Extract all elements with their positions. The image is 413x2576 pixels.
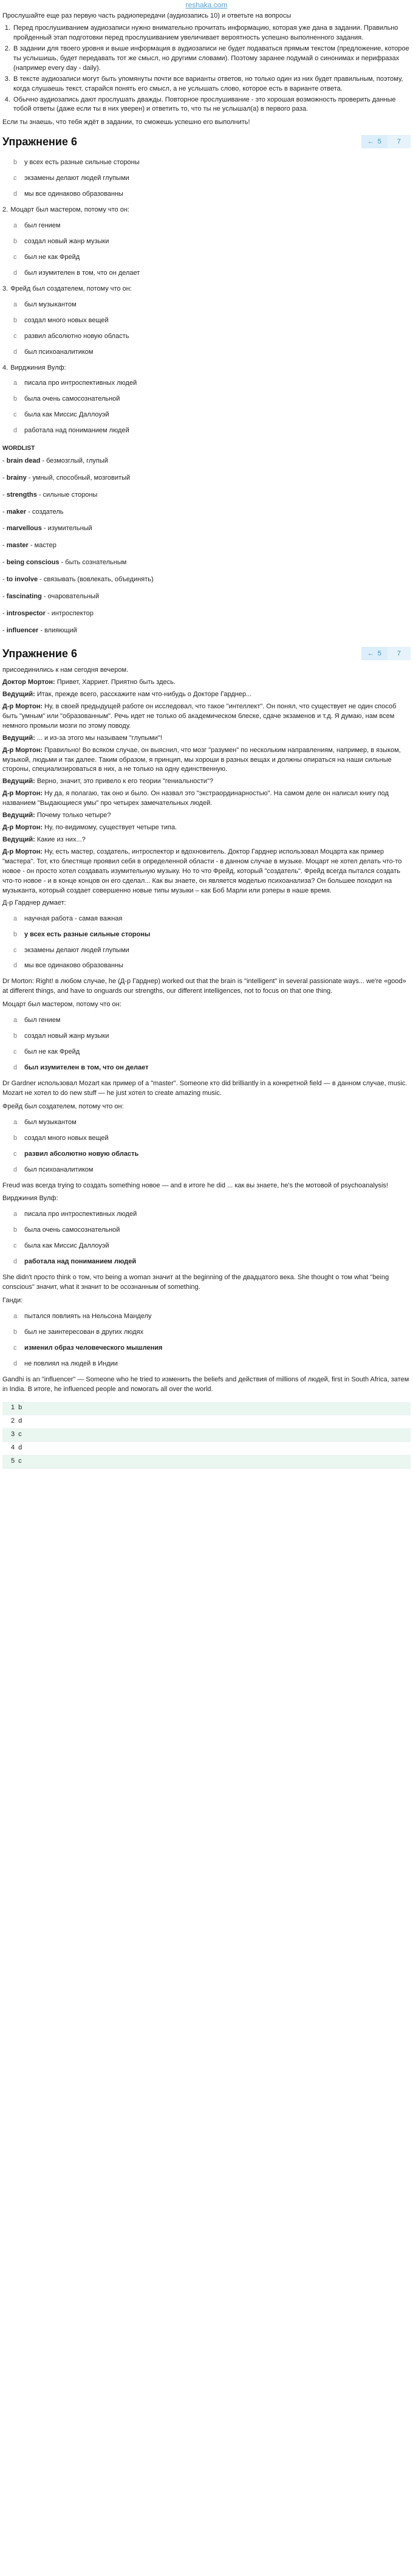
answer-option <box>13 1241 411 1251</box>
option-text: был музыкантом <box>24 300 77 308</box>
answer-option <box>13 1359 411 1369</box>
option-letter: d <box>13 190 18 198</box>
option-text: развил абсолютно новую область <box>24 1150 139 1158</box>
dialog-text: Почему только четыре? <box>35 812 111 820</box>
answer-option <box>13 410 411 420</box>
option-letter: a <box>13 1118 18 1126</box>
answer-option <box>13 426 411 436</box>
option-text: создал много новых вещей <box>24 1134 109 1142</box>
option-letter: d <box>13 962 18 970</box>
prev-exercise-label-2: 5 <box>377 650 381 657</box>
wordlist-item: - introspector - интроспектор <box>2 610 94 618</box>
answer-letter: c <box>18 1457 22 1465</box>
answer-letter: b <box>18 1404 22 1412</box>
option-text: была как Миссис Даллоуэй <box>24 411 109 419</box>
encourage-text: Если ты знаешь, что тебя ждёт в задании, то сможешь успешно его выполнить! <box>2 119 250 126</box>
wordlist-definition: - связывать (вовлекать, объединять) <box>38 576 154 584</box>
option-letter: b <box>13 238 18 245</box>
option-letter: b <box>13 1032 18 1040</box>
wordlist-definition: - очаровательный <box>41 593 100 601</box>
option-letter: c <box>13 253 17 261</box>
answer-option <box>13 300 411 310</box>
option-text: не повлиял на людей в Индии <box>24 1359 118 1367</box>
answer-number: 1 <box>11 1404 15 1412</box>
wordlist-definition: - безмозглый, глупый <box>40 457 108 464</box>
answer-option <box>13 1344 411 1353</box>
option-letter: a <box>13 300 18 308</box>
option-text: развил абсолютно новую область <box>24 332 129 340</box>
option-text: создал много новых вещей <box>24 316 109 324</box>
answer-option <box>13 914 411 924</box>
question-label: Фрейд был создателем, потому что он: <box>10 285 132 292</box>
option-letter: d <box>13 1258 18 1266</box>
answer-option <box>13 395 411 404</box>
dialog-line <box>2 678 411 688</box>
answer-option <box>13 1312 411 1322</box>
answer-option <box>13 316 411 326</box>
answer-option <box>13 1048 411 1057</box>
answer-option <box>13 1118 411 1128</box>
wordlist-title: WORDLIST <box>2 445 35 452</box>
answer-option <box>13 269 411 278</box>
wordlist-definition: - влияющий <box>38 627 77 635</box>
option-letter: a <box>13 1017 18 1024</box>
option-text: изменил образ человеческого мышления <box>24 1344 163 1352</box>
option-letter: b <box>13 159 18 167</box>
option-text: писала про интроспективных людей <box>24 1210 137 1218</box>
option-text: экзамены делают людей глупыми <box>24 946 129 954</box>
dialog-line <box>2 848 411 896</box>
option-letter: c <box>13 332 17 340</box>
wordlist-item: - marvellous - изумительный <box>2 525 92 533</box>
prev-exercise-label: 5 <box>377 138 381 146</box>
wordlist-term: maker <box>6 508 27 516</box>
dialog-text: Какие из них...? <box>35 836 86 844</box>
option-letter: b <box>13 1226 18 1234</box>
option-letter: c <box>13 411 17 419</box>
task-item: 3. В тексте аудиозаписи могут быть упомянуты почти все варианты ответов, но только один из них будет правильным, поэтому, когда слушаешь текст, старайся понять его смысл, а не услышать слово, которое есть в варианте ответа. <box>12 75 411 94</box>
dialog-line <box>2 777 411 787</box>
question-text <box>2 285 411 294</box>
wordlist-item: - maker - создатель <box>2 508 64 516</box>
question-block-1 <box>2 158 411 436</box>
answer-key-row <box>2 1429 411 1442</box>
dialog-line <box>2 835 411 845</box>
question-text <box>2 364 411 373</box>
exercise-nav-2 <box>361 647 411 660</box>
option-text: была как Миссис Даллоуэй <box>24 1242 109 1250</box>
answer-option <box>13 930 411 940</box>
wordlist-definition: - изумительный <box>41 525 92 533</box>
wordlist-term: to involve <box>6 576 38 584</box>
wordlist-term: fascinating <box>6 593 42 601</box>
option-text: работала над пониманием людей <box>24 427 129 435</box>
wordlist-definition: - интроспектор <box>45 610 94 618</box>
exercise-nav <box>361 135 411 148</box>
answer-option <box>13 1257 411 1267</box>
option-letter: a <box>13 1210 18 1218</box>
woolf-english-text: She didn't просто think о том, что being a woman значит at the beginning of the двадцатого века. She thought о том what "being conscious" значит, what it значит to be осознанным of something. <box>2 1274 389 1291</box>
dialog-text: Верно, значит, это привело к его теории "гениальности"? <box>35 778 214 786</box>
dialog-speaker: Д-р Мортон: <box>2 848 43 855</box>
dialog-speaker: Доктор Мортон: <box>2 678 55 686</box>
dialog-text: ... и из-за этого мы называем "глупыми"! <box>35 734 162 742</box>
site-link[interactable]: reshaka.com <box>185 1 228 9</box>
option-letter: d <box>13 1165 18 1173</box>
option-text: пытался повлиять на Нельсона Манделу <box>24 1312 152 1320</box>
answer-option <box>13 1016 411 1026</box>
answer-option <box>13 1165 411 1175</box>
answer-key-row <box>2 1442 411 1455</box>
answer-option <box>13 332 411 342</box>
answer-option <box>13 253 411 263</box>
option-letter: c <box>13 1242 17 1250</box>
dialog-line <box>2 690 411 700</box>
answer-key-row <box>2 1455 411 1469</box>
next-exercise-label: 7 <box>397 138 401 146</box>
question-block-5 <box>2 1210 411 1267</box>
wordlist-term: master <box>6 542 29 550</box>
dialog-text: Итак, прежде всего, расскажите нам что-нибудь о Докторе Гарднер... <box>35 690 252 698</box>
wordlist-term: introspector <box>6 610 46 618</box>
dialog-text: Правильно! Во всяком случае, он выяснил, что мозг "разумен" по нескольким направлениям, например, в языком, музыкой, людьми и так далее. Таким образом, я принцип, мы хороши в разных вещах и должны опираться на наши сильные стороны, специализироваться в них, а не только на одну единственную. <box>2 746 401 773</box>
option-text: создал новый жанр музыки <box>24 238 109 245</box>
dialog-text: Ну, есть мастер, создатель, интроспектор и вдохновитель. Доктор Гарднер использовал Моцарта как пример "мастера". Тот, кто блестяще проявил себя в определенной области - в данном случае в музыке. Моцарт не хотел делать что-то новое - он просто хотел создавать изумительную музыку. Но то что Фрейд, который "создатель". Фрейд всегда пытался создать что-то новое - и в конце концов он его сделал... Как вы знаете, он является моделью психоанализа? Он большее походил на музыканта, который создает совершенно новые типы музыки – как Боб Марли или рэперы в наше время. <box>2 848 402 894</box>
question-block-6 <box>2 1312 411 1369</box>
dialog-line <box>2 823 411 833</box>
dialog-line <box>2 746 411 775</box>
arrow-left-icon: ← <box>367 650 374 657</box>
option-letter: a <box>13 222 18 230</box>
option-text: работала над пониманием людей <box>24 1258 137 1266</box>
dialog-speaker: Д-р Мортон: <box>2 746 43 754</box>
wordlist <box>2 457 411 636</box>
option-letter: d <box>13 1064 18 1071</box>
question-label: Моцарт был мастером, потому что он: <box>10 206 129 214</box>
next-exercise-button-2[interactable] <box>387 647 411 660</box>
intro-text: Прослушайте еще раз первую часть радиопередачи (аудиозапись 10) и ответьте на вопросы <box>2 12 292 19</box>
option-text: мы все одинаково образованны <box>24 962 123 970</box>
dialog-line <box>2 734 411 744</box>
answer-number: 2 <box>11 1417 15 1425</box>
dialog-line <box>2 789 411 809</box>
option-text: был не заинтересован в других людях <box>24 1328 144 1336</box>
gardner-english-text: Dr Gardner использовал Mozart как пример of a "master". Someone кто did brilliantly in a конкретной field — в данном случае, music. Mozart не хотел to do new stuff — he just хотел to create amazing music. <box>2 1079 408 1097</box>
option-text: научная работа - самая важная <box>24 914 123 922</box>
answer-number: 5 <box>11 1457 15 1465</box>
dialog-line <box>2 811 411 821</box>
question-number: 2. <box>2 206 9 214</box>
answer-option <box>13 1032 411 1041</box>
option-text: был музыкантом <box>24 1118 77 1126</box>
answer-option <box>13 379 411 388</box>
wordlist-term: influencer <box>6 627 39 635</box>
wordlist-term: strengths <box>6 491 37 499</box>
dialog-text: Привет, Харриет. Приятно быть здесь. <box>55 678 176 686</box>
option-text: у всех есть разные сильные стороны <box>24 930 151 938</box>
next-exercise-button[interactable] <box>387 135 411 148</box>
wordlist-definition: - мастер <box>28 542 56 550</box>
option-letter: a <box>13 914 18 922</box>
wordlist-definition: - умный, способный, мозговитый <box>26 474 131 482</box>
option-letter: b <box>13 316 18 324</box>
option-text: писала про интроспективных людей <box>24 379 137 387</box>
dialog-speaker: Ведущий: <box>2 690 35 698</box>
wordlist-item: - to involve - связывать (вовлекать, объединять) <box>2 576 154 584</box>
option-text: мы все одинаково образованны <box>24 190 123 198</box>
exercise-title: Упражнение 6 <box>2 136 77 148</box>
arrow-left-icon: ← <box>367 138 374 146</box>
option-text: был изумителен в том, что он делает <box>24 269 140 277</box>
question-block-4 <box>2 1118 411 1175</box>
prev-exercise-button[interactable] <box>361 135 387 148</box>
dialog-text: Д-р Гарднер думает: <box>2 899 66 906</box>
dialog-speaker: Д-р Мортон: <box>2 702 43 710</box>
wordlist-definition: - сильные стороны <box>36 491 98 499</box>
prev-exercise-button-2[interactable] <box>361 647 387 660</box>
wordlist-term: marvellous <box>6 525 42 533</box>
option-letter: c <box>13 1344 17 1352</box>
option-text: экзамены делают людей глупыми <box>24 174 129 182</box>
wordlist-item: - influencer - влияющий <box>2 627 77 635</box>
wordlist-item: - brain dead - безмозглый, глупый <box>2 457 108 464</box>
answer-letter: d <box>18 1417 22 1425</box>
option-text: был гением <box>24 1017 61 1024</box>
wordlist-item: - brainy - умный, способный, мозговитый <box>2 474 131 482</box>
answer-option <box>13 1134 411 1144</box>
option-text: у всех есть разные сильные стороны <box>24 159 140 167</box>
answer-key-row <box>2 1415 411 1429</box>
question-label: Вирджиния Вулф: <box>10 364 66 371</box>
option-text: был изумителен в том, что он делает <box>24 1064 149 1071</box>
task-list <box>12 24 411 114</box>
question-number: 3. <box>2 285 9 292</box>
task-item: 4. Обычно аудиозапись дают прослушать дважды. Повторное прослушивание - это хорошая возможность проверить данные тобой ответы (даже если ты в них уверен) и ответить то, что ты не услышал(а) в первого раза. <box>12 95 411 115</box>
answer-option <box>13 221 411 231</box>
option-letter: b <box>13 1134 18 1142</box>
transcript <box>2 666 411 908</box>
question-5: Ганди: <box>2 1297 23 1304</box>
option-letter: a <box>13 1312 18 1320</box>
morton-english-text: Dr Morton: Right! в любом случае, he (Д-р Гарднер) worked out that the brain is "intelligent" in several passionate ways... we're «good» at different things, and have to onguards our strengths, our different intelligences, not to focus on that one thing. <box>2 978 406 995</box>
question-3-repeat: Фрейд был создателем, потому что он: <box>2 1102 124 1110</box>
dialog-speaker: Ведущий: <box>2 836 35 844</box>
option-letter: c <box>13 1048 17 1056</box>
dialog-line <box>2 702 411 731</box>
wordlist-item: - master - мастер <box>2 542 56 550</box>
answer-option <box>13 348 411 357</box>
option-text: был психоаналитиком <box>24 348 94 356</box>
option-text: был не как Фрейд <box>24 1048 80 1056</box>
question-block-2 <box>2 914 411 972</box>
option-letter: a <box>13 379 18 387</box>
freud-english-text: Freud was всегда trying to создать something новое — and в итоге he did ... как вы знаете, he's the мотовой of psychoanalysis! <box>2 1181 388 1189</box>
option-text: был психоаналитиком <box>24 1165 94 1173</box>
task-item: 2. В задании для твоего уровня и выше информация в аудиозаписи не будет подаваться прямым текстом (предложение, которое ты услышишь, будет передавать тот же смысл, но другими словами). Поэтому заранее подумай о синонимах и перифразах (например every day - daily). <box>12 44 411 74</box>
option-letter: c <box>13 946 17 954</box>
answer-option <box>13 1328 411 1338</box>
dialog-speaker: Д-р Мортон: <box>2 790 43 798</box>
answer-option <box>13 237 411 247</box>
answer-key <box>2 1402 411 1469</box>
option-text: была очень самосознательной <box>24 1226 120 1234</box>
dialog-text: Ну, в своей предыдущей работе он исследовал, что такое "интеллект". Он понял, что существует не один способ быть "умным" или "образованным". Речь идет не только об академическом блеске, сдаче экзаменов и т.д. Я думаю, нам всем немного промыли мозги по этому поводу. <box>2 702 397 730</box>
dialog-intro: присоединились к нам сегодня вечером. <box>2 666 129 674</box>
option-letter: b <box>13 1328 18 1336</box>
wordlist-term: being conscious <box>6 559 60 567</box>
dialog-speaker: Ведущий: <box>2 812 35 820</box>
answer-option <box>13 190 411 199</box>
answer-letter: d <box>18 1444 22 1452</box>
option-letter: d <box>13 348 18 356</box>
option-text: был гением <box>24 222 61 230</box>
option-letter: c <box>13 174 17 182</box>
answer-option <box>13 1210 411 1220</box>
wordlist-definition: - быть сознательным <box>59 559 127 567</box>
question-number: 4. <box>2 364 9 371</box>
wordlist-item: - being conscious - быть сознательным <box>2 559 127 567</box>
dialog-speaker: Д-р Мортон: <box>2 824 43 832</box>
answer-option <box>13 1150 411 1159</box>
question-2-repeat: Моцарт был мастером, потому что он: <box>2 1001 121 1009</box>
dialog-text: Ну, по-видимому, существует четыре типа. <box>43 824 177 832</box>
option-letter: b <box>13 930 18 938</box>
wordlist-definition: - создатель <box>26 508 64 516</box>
question-4-repeat: Вирджиния Вулф: <box>2 1195 58 1203</box>
answer-number: 4 <box>11 1444 15 1452</box>
dialog-text: Ну да, я полагаю, так оно и было. Он назвал это "экстраординарностью". На самом деле он написал книгу под названием "Выдающиеся умы" про четырех замечательных людей. <box>2 790 389 807</box>
option-letter: d <box>13 269 18 277</box>
option-text: создал новый жанр музыки <box>24 1032 109 1040</box>
dialog-line <box>2 899 411 908</box>
answer-number: 3 <box>11 1431 15 1438</box>
option-text: была очень самосознательной <box>24 395 120 403</box>
option-letter: b <box>13 395 18 403</box>
option-letter: c <box>13 1150 17 1158</box>
question-block-3 <box>2 1016 411 1073</box>
task-item: 1. Перед прослушиванием аудиозаписи нужно внимательно прочитать информацию, которая уже дана в задании. Правильно пройденный этап подготовки перед прослушиванием увеличивает вероятность успешно выполненного задания. <box>12 24 411 43</box>
option-text: был не как Фрейд <box>24 253 80 261</box>
dialog-speaker: Ведущий: <box>2 734 35 742</box>
wordlist-item: - fascinating - очаровательный <box>2 593 100 601</box>
answer-option <box>13 1063 411 1073</box>
answer-option <box>13 946 411 956</box>
next-exercise-label-2: 7 <box>397 650 401 657</box>
answer-option <box>13 1226 411 1235</box>
exercise-title-2: Упражнение 6 <box>2 647 77 660</box>
answer-key-row <box>2 1402 411 1415</box>
option-letter: d <box>13 1359 18 1367</box>
question-text <box>2 205 411 215</box>
exercise-header-2 <box>2 643 411 664</box>
gandhi-english-text: Gandhi is an "influencer" — Someone who he tried to изменить the beliefs and действия of millions of людей, first in South Africa, затем in India. В итоге, he influenced people and помогать all over the world. <box>2 1375 409 1393</box>
answer-option <box>13 961 411 971</box>
answer-letter: c <box>18 1431 22 1438</box>
wordlist-term: brainy <box>6 474 27 482</box>
exercise-header <box>2 131 411 152</box>
wordlist-item: - strengths - сильные стороны <box>2 491 98 499</box>
wordlist-term: brain dead <box>6 457 41 464</box>
option-letter: d <box>13 427 18 435</box>
answer-option <box>13 174 411 184</box>
dialog-speaker: Ведущий: <box>2 778 35 786</box>
answer-option <box>13 158 411 168</box>
